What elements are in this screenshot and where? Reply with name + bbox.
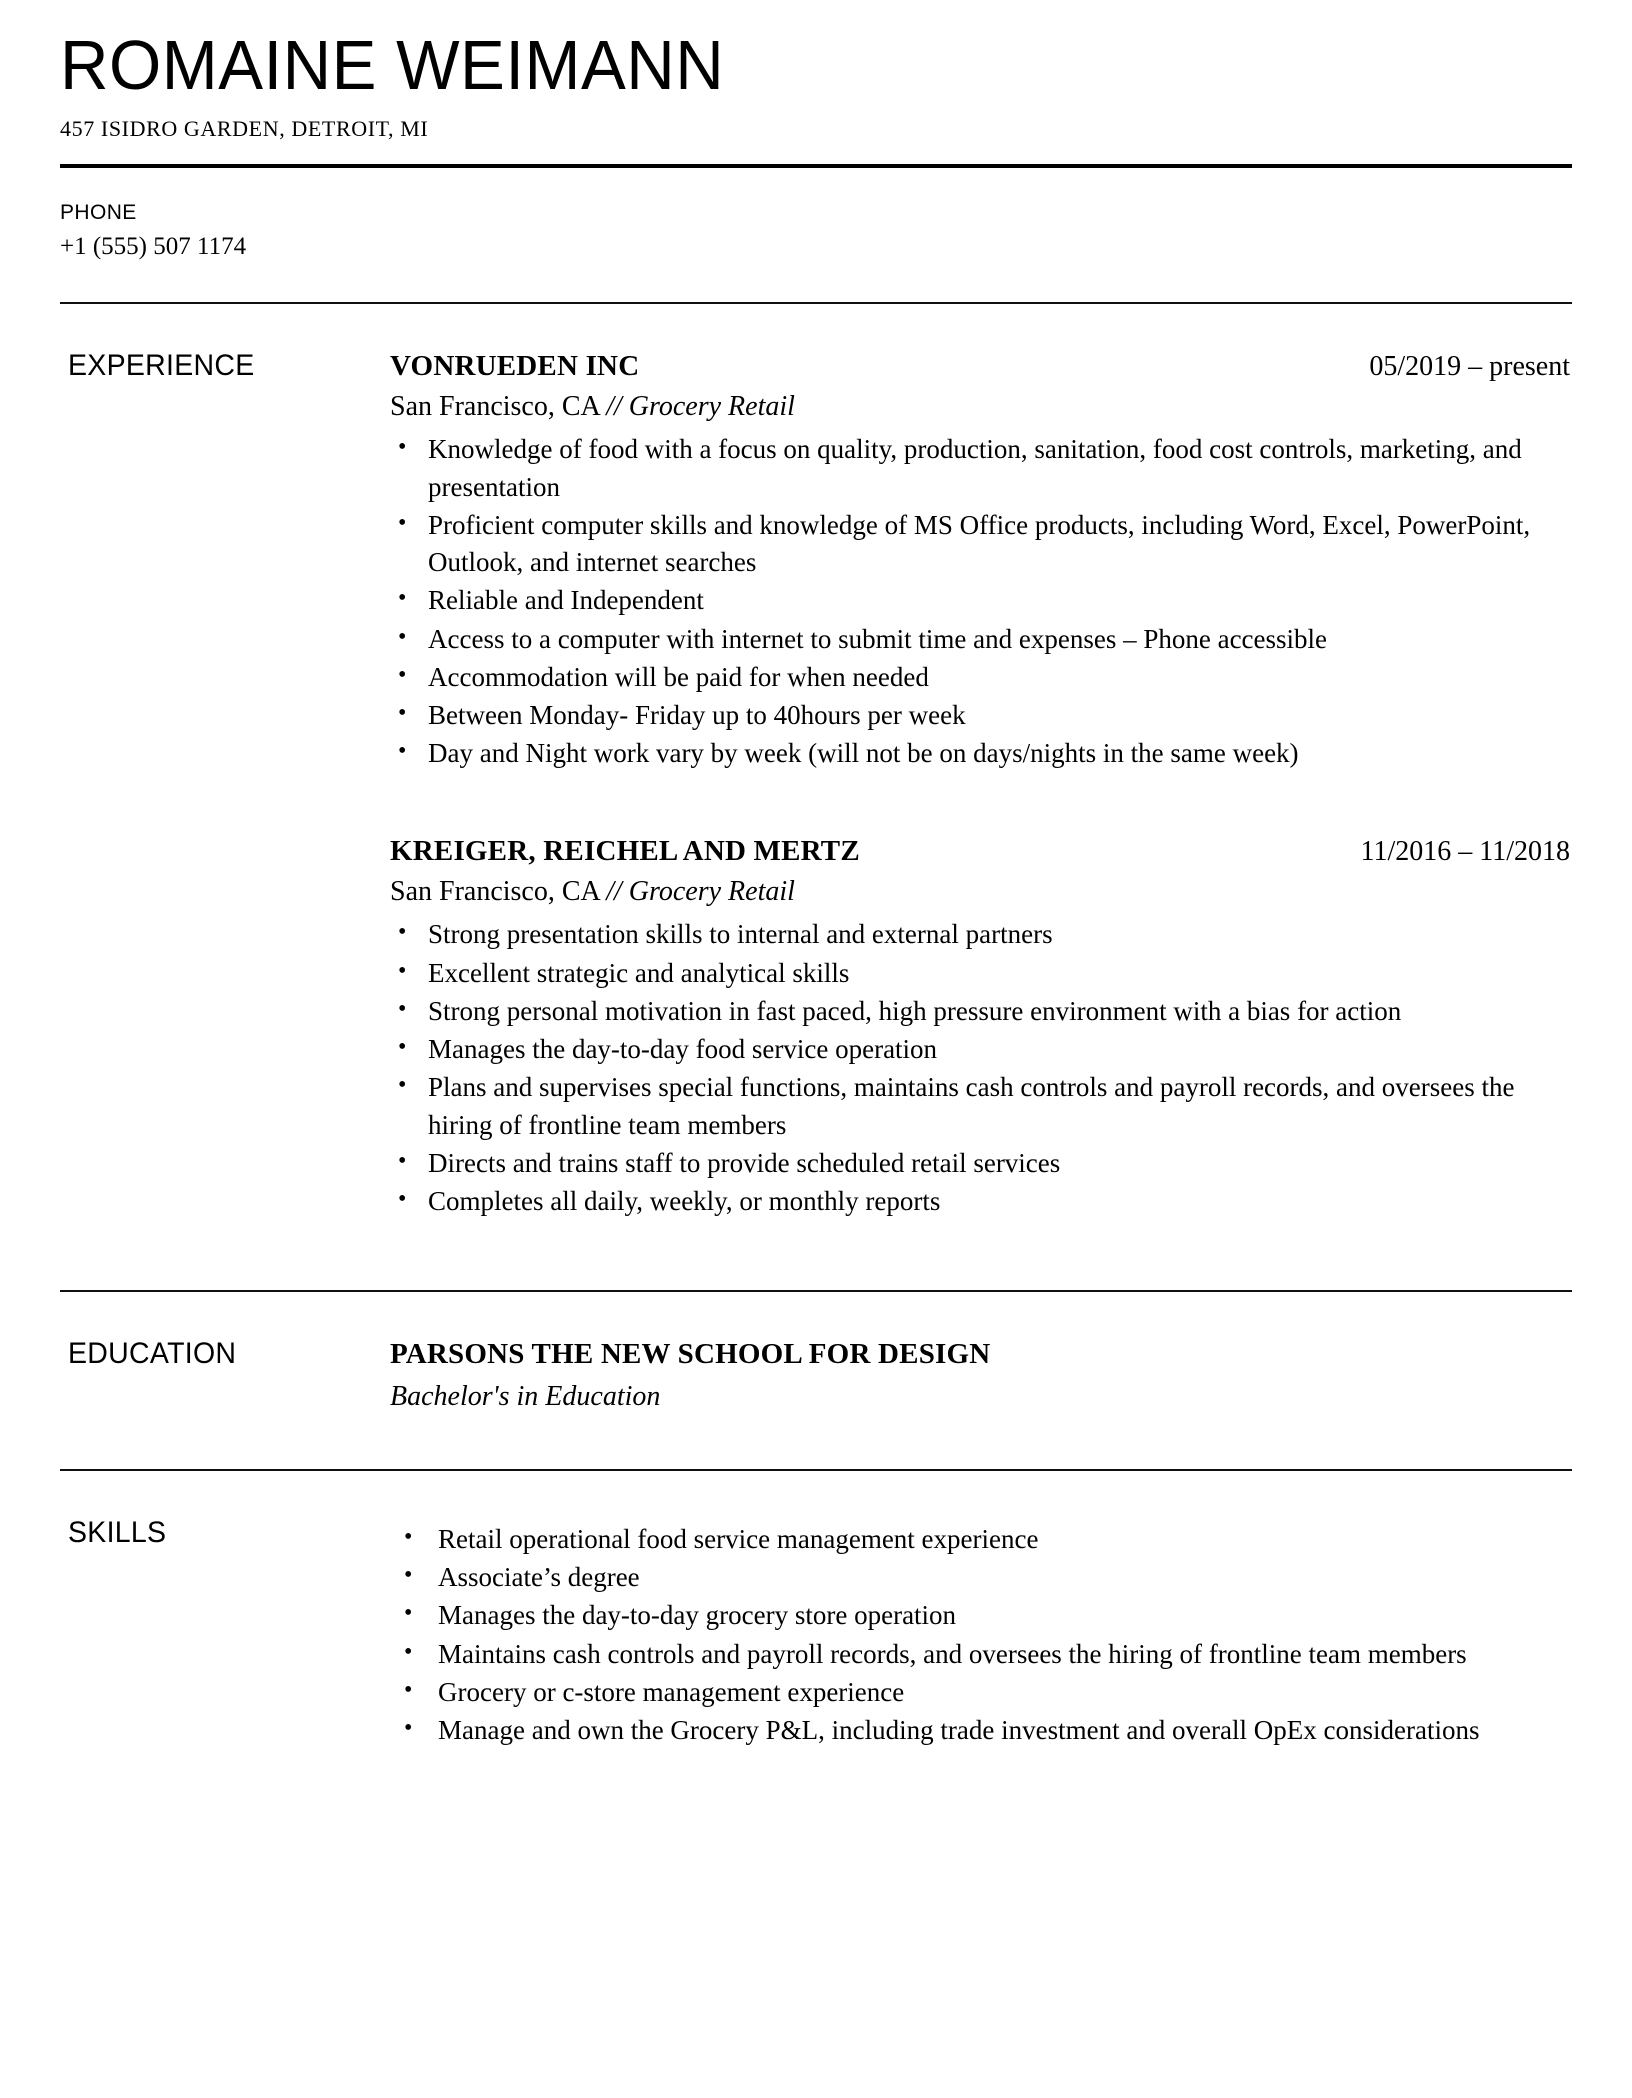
list-item: • Knowledge of food with a focus on quality, production, sanitation, food cost controls, marketing, and presentation — [390, 431, 1570, 506]
list-item: • Excellent strategic and analytical skills — [390, 955, 1570, 992]
list-item: • Maintains cash controls and payroll records, and oversees the hiring of frontline team members — [404, 1636, 1570, 1673]
list-item: • Between Monday- Friday up to 40hours per week — [390, 697, 1570, 734]
section-skills — [60, 1471, 1572, 1751]
page-title: ROMAINE WEIMANN — [60, 26, 725, 104]
education-label-col — [60, 1336, 390, 1372]
employment-dates: 05/2019 – present — [1369, 350, 1570, 382]
phone-label: PHONE — [60, 200, 137, 224]
list-item: • Completes all daily, weekly, or monthly reports — [390, 1183, 1570, 1220]
phone-value: +1 (555) 507 1174 — [60, 233, 247, 261]
experience-label-col — [60, 348, 390, 384]
address-line: 457 ISIDRO GARDEN, DETROIT, MI — [60, 115, 429, 141]
list-item: • Retail operational food service management experience — [404, 1521, 1570, 1558]
employer-location-role — [390, 874, 1570, 910]
experience-entry — [390, 833, 1570, 1221]
employer-location-role — [390, 389, 1570, 425]
list-item: • Day and Night work vary by week (will not be on days/nights in the same week) — [390, 735, 1570, 772]
employment-dates: 11/2016 – 11/2018 — [1360, 835, 1570, 867]
skills-label-col — [60, 1515, 390, 1551]
list-item: • Strong presentation skills to internal and external partners — [390, 916, 1570, 953]
experience-entry-header — [390, 833, 1570, 869]
section-heading-education: EDUCATION — [68, 1337, 237, 1371]
list-item: • Associate’s degree — [404, 1559, 1570, 1596]
employer-name: KREIGER, REICHEL AND MERTZ — [390, 834, 860, 867]
list-item: • Directs and trains staff to provide scheduled retail services — [390, 1145, 1570, 1182]
experience-entry-header — [390, 348, 1570, 384]
employer-location: San Francisco, CA — [390, 391, 607, 423]
experience-bullet-list — [390, 916, 1570, 1220]
section-education — [60, 1292, 1572, 1469]
section-experience — [60, 304, 1572, 1291]
section-heading-skills: SKILLS — [68, 1515, 167, 1549]
skills-bullet-list — [404, 1521, 1570, 1750]
contact-block — [60, 198, 1572, 302]
list-item: • Proficient computer skills and knowledge of MS Office products, including Word, Excel, PowerPoint, Outlook, and internet searches — [390, 507, 1570, 582]
degree-name: Bachelor's in Education — [390, 1380, 661, 1412]
list-item: • Access to a computer with internet to submit time and expenses – Phone accessible — [390, 621, 1570, 658]
experience-entry — [390, 348, 1570, 773]
section-heading-experience: EXPERIENCE — [68, 348, 255, 382]
list-item: • Accommodation will be paid for when needed — [390, 659, 1570, 696]
experience-bullet-list — [390, 431, 1570, 772]
list-item: • Plans and supervises special functions, maintains cash controls and payroll records, and oversees the hiring of frontline team members — [390, 1069, 1570, 1144]
list-item: • Grocery or c-store management experience — [404, 1674, 1570, 1711]
education-body — [390, 1336, 1572, 1415]
school-name: PARSONS THE NEW SCHOOL FOR DESIGN — [390, 1338, 991, 1371]
list-item: • Manage and own the Grocery P&L, including trade investment and overall OpEx considerations — [404, 1712, 1570, 1749]
experience-body — [390, 348, 1572, 1227]
header-divider — [60, 164, 1572, 168]
employer-role: // Grocery Retail — [606, 875, 795, 907]
skills-body — [390, 1515, 1572, 1751]
list-item: • Strong personal motivation in fast paced, high pressure environment with a bias for action — [390, 993, 1570, 1030]
resume-header — [60, 0, 1572, 142]
list-item: • Manages the day-to-day food service operation — [390, 1031, 1570, 1068]
employer-role: // Grocery Retail — [606, 391, 795, 423]
employer-name: VONRUEDEN INC — [390, 349, 640, 382]
list-item: • Manages the day-to-day grocery store operation — [404, 1597, 1570, 1634]
employer-location: San Francisco, CA — [390, 875, 607, 907]
list-item: • Reliable and Independent — [390, 582, 1570, 619]
